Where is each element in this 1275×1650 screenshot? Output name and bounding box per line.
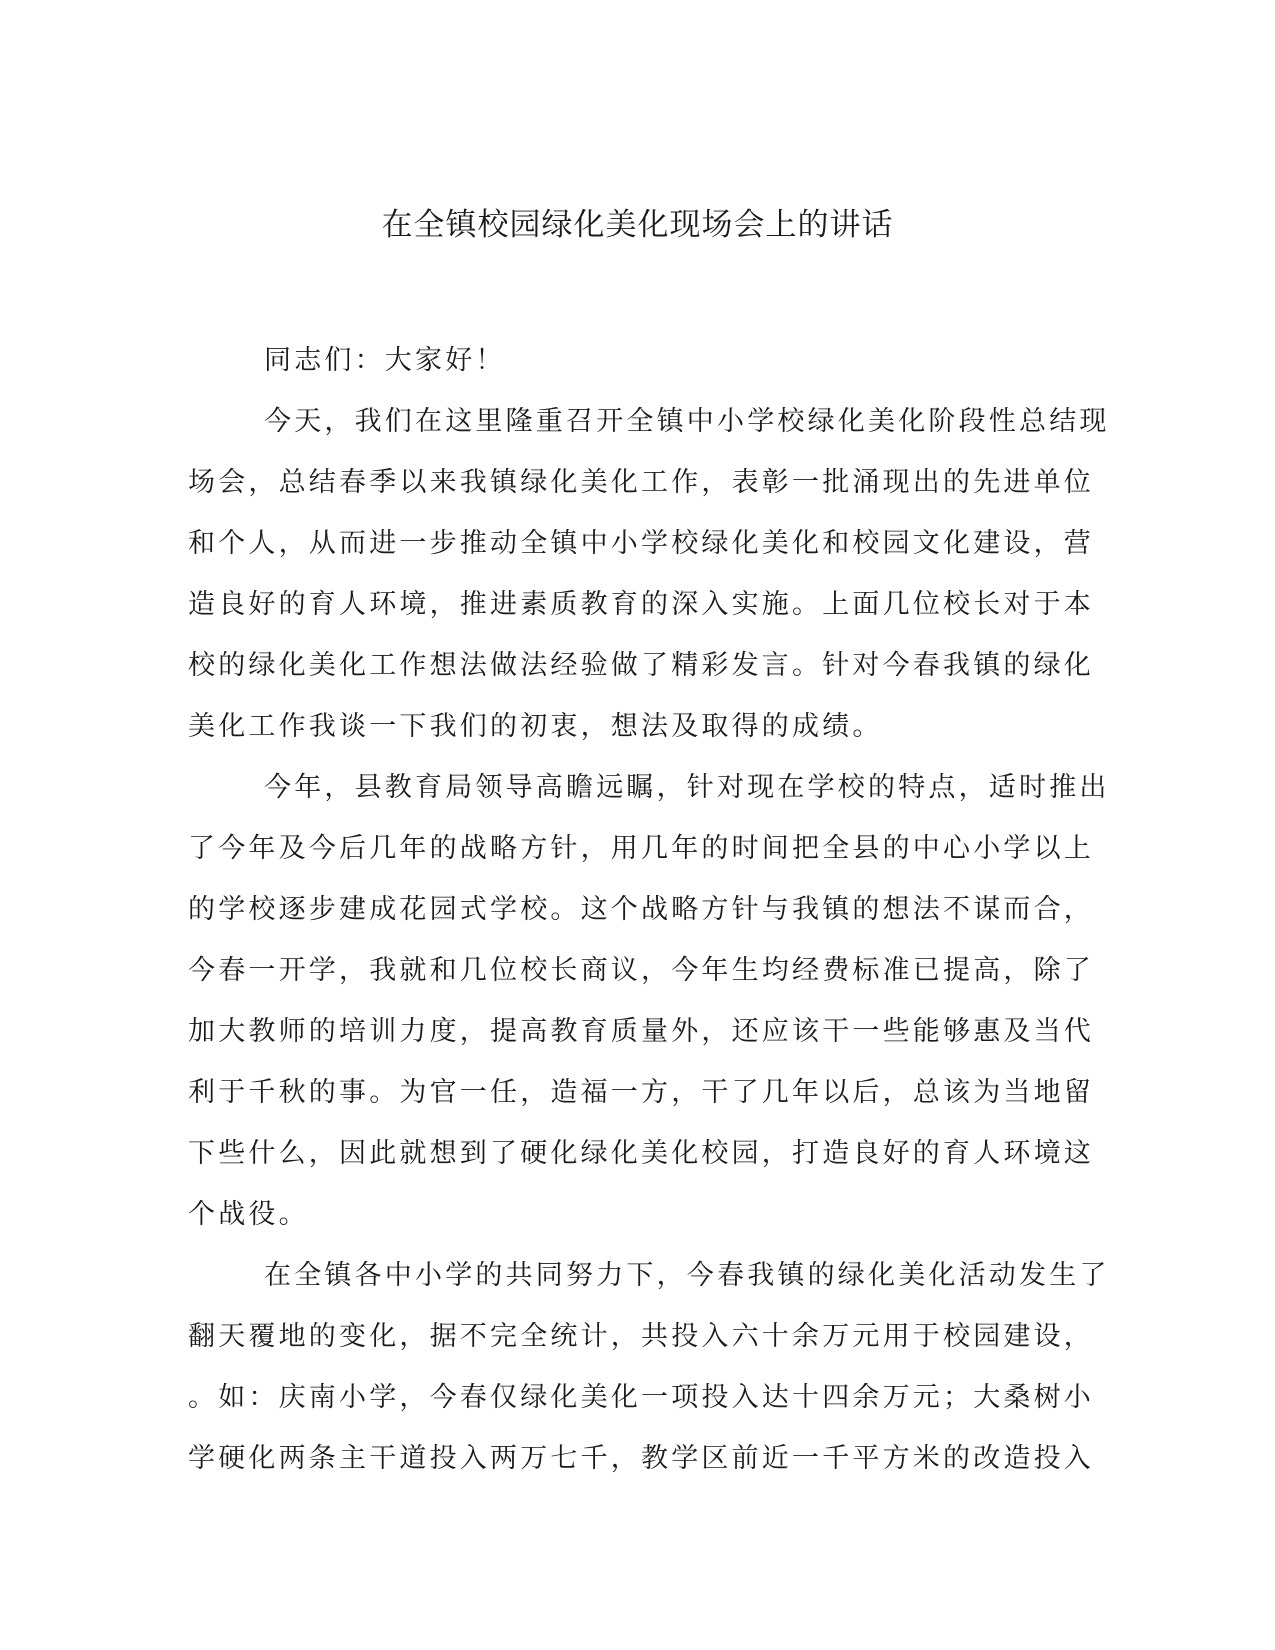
paragraph-intro — [188, 391, 1110, 757]
text-line: 学硬化两条主干道投入两万七千，教学区前近一千平方米的改造投入 — [188, 1443, 1094, 1474]
text-line: 的学校逐步建成花园式学校。这个战略方针与我镇的想法不谋而合， — [188, 894, 1094, 925]
text-line: 造良好的育人环境，推进素质教育的深入实施。上面几位校长对于本 — [188, 589, 1094, 620]
text-line: 翻天覆地的变化，据不完全统计，共投入六十余万元用于校园建设， — [188, 1321, 1094, 1352]
text-line: 今天，我们在这里隆重召开全镇中小学校绿化美化阶段性总结现 — [264, 406, 1110, 437]
paragraph-results — [188, 1245, 1110, 1489]
text-line: 在全镇各中小学的共同努力下，今春我镇的绿化美化活动发生了 — [264, 1260, 1110, 1291]
text-line: 个战役。 — [188, 1199, 309, 1230]
text-line: 下些什么，因此就想到了硬化绿化美化校园，打造良好的育人环境这 — [188, 1138, 1094, 1169]
text-line: 。如：庆南小学，今春仅绿化美化一项投入达十四余万元；大桑树小 — [188, 1382, 1094, 1413]
text-line: 了今年及今后几年的战略方针，用几年的时间把全县的中心小学以上 — [188, 833, 1094, 864]
text-line: 利于千秋的事。为官一任，造福一方，干了几年以后，总该为当地留 — [188, 1077, 1094, 1108]
text-line: 加大教师的培训力度，提高教育质量外，还应该干一些能够惠及当代 — [188, 1016, 1094, 1047]
page-title: 在全镇校园绿化美化现场会上的讲话 — [381, 207, 894, 243]
text-line: 校的绿化美化工作想法做法经验做了精彩发言。针对今春我镇的绿化 — [188, 650, 1094, 681]
paragraph-strategy — [188, 757, 1110, 1245]
text-line: 今年，县教育局领导高瞻远瞩，针对现在学校的特点，适时推出 — [264, 772, 1110, 803]
paragraph-greeting — [188, 330, 1088, 391]
document-body — [188, 330, 1110, 1489]
text-line: 同志们：大家好！ — [264, 345, 506, 376]
text-line: 和个人，从而进一步推动全镇中小学校绿化美化和校园文化建设，营 — [188, 528, 1094, 559]
text-line: 今春一开学，我就和几位校长商议，今年生均经费标准已提高，除了 — [188, 955, 1094, 986]
text-line: 场会，总结春季以来我镇绿化美化工作，表彰一批涌现出的先进单位 — [188, 467, 1094, 498]
text-line: 美化工作我谈一下我们的初衷，想法及取得的成绩。 — [188, 711, 883, 742]
